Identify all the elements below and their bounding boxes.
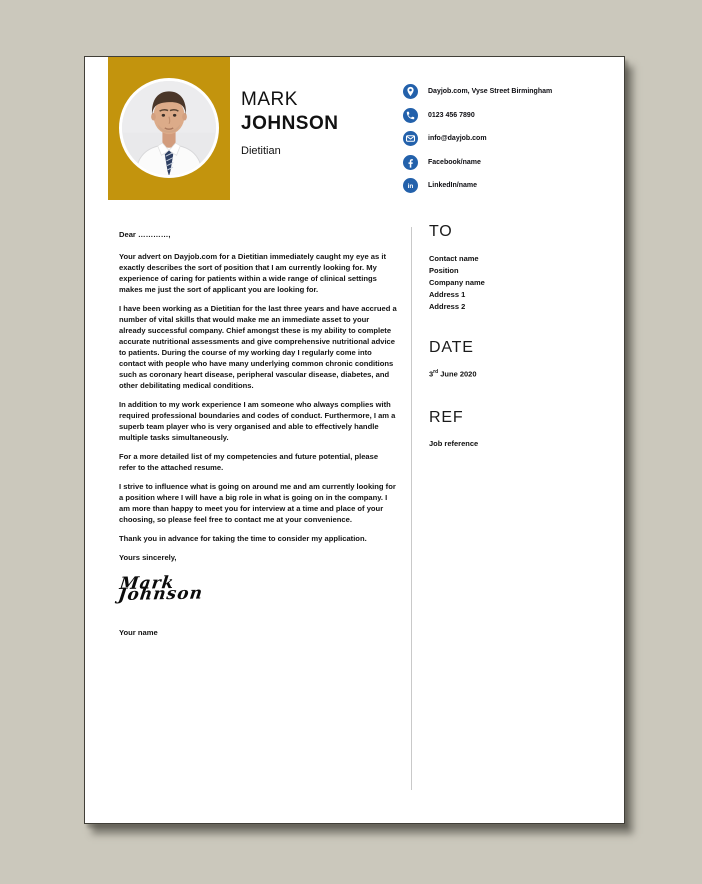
email-icon: [403, 131, 418, 146]
contact-list: [403, 80, 618, 198]
to-section: [429, 223, 485, 313]
contact-row: [403, 127, 618, 151]
letter-paragraph: Your advert on Dayjob.com for a Dietitian immediately caught my eye as it exactly describes the sort of position that I am currently looking for. My experience of caring for patients within a wide range of clinical settings makes me just the sort of applicant you are looking for.: [119, 252, 386, 294]
letter-paragraph: Thank you in advance for taking the time to consider my application.: [119, 534, 367, 543]
letter-paragraphs: [119, 251, 397, 544]
contact-row: [403, 104, 618, 128]
contact-text: LinkedIn/name: [428, 182, 478, 190]
letter-body: [119, 229, 397, 638]
header-accent-block: [108, 57, 230, 200]
letter-page: [84, 56, 625, 824]
date-section: [429, 339, 477, 379]
profile-photo: [119, 78, 219, 178]
svg-text:in: in: [407, 183, 414, 191]
last-name: JOHNSON: [241, 113, 339, 134]
contact-row: [403, 80, 618, 104]
date-value: [429, 369, 477, 379]
job-title: Dietitian: [241, 145, 281, 157]
location-icon: [403, 84, 418, 99]
contact-row: [403, 151, 618, 175]
date-day: 3: [429, 369, 434, 379]
to-line: Position: [429, 266, 459, 275]
closing: Yours sincerely,: [119, 553, 177, 562]
name-block: [241, 88, 338, 157]
date-heading: DATE: [429, 339, 474, 356]
contact-row: [403, 174, 618, 198]
contact-text: 0123 456 7890: [428, 111, 475, 119]
to-heading: TO: [429, 223, 453, 240]
salutation: Dear …………,: [119, 230, 171, 239]
signoff-name: Your name: [119, 628, 158, 637]
ref-heading: REF: [429, 409, 464, 426]
to-lines: [429, 253, 485, 313]
signature: Mark Johnson: [117, 573, 205, 605]
to-line: Contact name: [429, 254, 479, 263]
vertical-divider: [411, 227, 412, 790]
ref-value: Job reference: [429, 439, 479, 448]
facebook-icon: [403, 155, 418, 170]
date-rest: June 2020: [438, 369, 477, 379]
ref-section: [429, 409, 478, 448]
letter-paragraph: I have been working as a Dietitian for the last three years and have accrued a number of vital skills that would make me an immediate asset to your already successful company. Chief amongst these is my ability to complete accurate nutritional assessments and give comprehensive nutritional advice to patients. During the course of my working day I regularly come into contact with people who have many underlying common chronic conditions such as coronary heart disease, peripheral vascular disease, diabetes, and other debilitating medical conditions.: [119, 304, 397, 390]
contact-text: info@dayjob.com: [428, 135, 487, 143]
contact-text: Dayjob.com, Vyse Street Birmingham: [428, 88, 553, 96]
letter-paragraph: In addition to my work experience I am someone who always complies with required professional boundaries and codes of conduct. Furthermore, I am a superb team player who is very organised and able to effectively handle multiple tasks simultaneously.: [119, 400, 396, 442]
first-name: MARK: [241, 89, 298, 110]
to-line: Address 2: [429, 302, 466, 311]
phone-icon: [403, 108, 418, 123]
linkedin-icon: [403, 178, 418, 193]
to-line: Company name: [429, 278, 485, 287]
contact-text: Facebook/name: [428, 158, 481, 166]
to-line: Address 1: [429, 290, 466, 299]
date-ordinal: rd: [433, 369, 439, 375]
letter-paragraph: For a more detailed list of my competencies and future potential, please refer to the attached resume.: [119, 452, 379, 472]
profile-photo-illustration: [122, 81, 216, 175]
letter-paragraph: I strive to influence what is going on around me and am currently looking for a position where I will have a big role in what is going on in the company. I am more than happy to meet you for interview at a time and place of your choosing, so please feel free to contact me at your convenience.: [119, 482, 396, 524]
